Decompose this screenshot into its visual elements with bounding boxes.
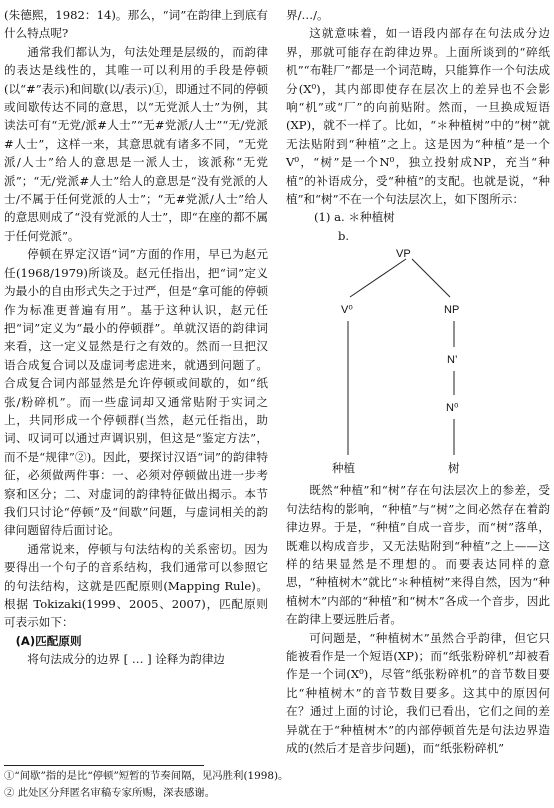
footnote-2: ② 此处区分拜匿名审稿专家所赐，深表感谢。	[4, 787, 216, 799]
left-paragraph-1: 通常我们都认为，句法处理是层级的，而韵律的表达是线性的，其唯一可以利用的手段是停顿(以“#”表示)和间歇(以/表示)①，即通过不同的停顿或间歇传达不同的意思，以“无党派人士”为例，其读法可有“无党/派#人士”“无#党派/人士”“无/党派#人士”，这样一来，其意思就有诸多不同，“无党派/人士”给人的意思是一派人士，该派称“无党派”；“无/党派#人士”给人的意思是“没有党派的人士/不属于任何党派的人士”；“无#党派/人士”给人的意思则成了“没有党派的人士”，即“在座的都不属于任何党派”。	[4, 44, 268, 243]
right-bottom-paragraph-0: 既然“种植”和“树”存在句法层次上的参差，受句法结构的影响，“种植”与“树”之间必然存在着韵律边界。于是，“种植”自成一音步，而“树”落单，既难以构成音步，又无法贴附到“种植”之上——这样的结果显然是不理想的。而要表达同样的意思，“种植树木”就比“＊种植树”来得自然，因为“种植树木”内部的“种植”和“树木”各成一个音步，因此在韵律上要远胜后者。	[286, 483, 550, 627]
branch-vp-np	[412, 259, 450, 297]
right-column-top	[286, 6, 550, 208]
syntax-tree	[286, 245, 550, 481]
node-nbar: N’	[447, 354, 458, 367]
branch-vp-v0	[350, 259, 406, 297]
footnote-1: ①“间歇”指的是比“停顿”短暂的节奏间隔，见冯胜利(1998)。	[4, 770, 289, 782]
leaf-zhongzhi: 种植	[332, 461, 355, 476]
right-column-bottom	[286, 481, 550, 757]
tree-branches	[286, 245, 550, 481]
footnotes	[4, 768, 544, 802]
right-top-paragraph-1: 这就意味着，如一语段内部存在句法成分边界，那就可能存在韵律边界。上面所谈到的“碎纸机”“布鞋厂”都是一个词范畴，只能算作一个句法成分(X⁰)，其内部即使存在层次上的差异也不会影响“机”或“厂”的向前贴附。然而，一旦换成短语(XP)，就不一样了。比如，“＊种植树”中的“树”就无法贴附到“种植”之上。这是因为“种植”是一个V⁰，“树”是一个N⁰，独立投射成NP，充当“种植”的补语成分，受“种植”的支配。也就是说，“种植”和“树”不在一个句法层次上，如下图所示：	[286, 26, 550, 207]
right-column	[286, 6, 550, 757]
node-n0: N⁰	[446, 402, 459, 415]
footnote-rule	[4, 765, 204, 766]
node-v0: V⁰	[341, 304, 353, 317]
left-paragraph-2: 停顿在界定汉语“词”方面的作用，早已为赵元任(1968/1979)所谈及。赵元任指出，把“词”定义为最小的自由形式失之于过严，但是“拿可能的停顿作为标准更普遍有用”。基于这种认识，赵元任把“词”定义为“最小的停顿群”。单就汉语的韵律词来看，这一定义显然是行之有效的。然而一旦把汉语合成复合词以及虚词考虑进来，就遇到问题了。合成复合词内部显然是允许停顿或间歇的，如“纸张/粉碎机”。而一些虚词却又通常贴附于实词之上，共同形成一个停顿群(当然，赵元任指出，助词、叹词可以通过声调识别，但这是“鉴定方法”，而不是“规律”②)。因此，要探讨汉语“词”的韵律特征，必须做两件事：一、必须对停顿做出进一步考察和区分；二、对虚词的韵律特征做出揭示。本节我们只讨论“停顿”及“间歇”问题，与虚词相关的韵律问题留待后面讨论。	[4, 247, 268, 538]
left-paragraph-3: 通常说来，停顿与句法结构的关系密切。因为要得出一个句子的音系结构，我们通常可以参照它的句法结构，这就是匹配原则(Mapping Rule)。根据 Tokizaki(1999、2005、2007)，匹配原则可表示如下：	[4, 541, 268, 630]
right-bottom-paragraph-1: 可问题是，“种植树木”虽然合乎韵律，但它只能被看作是一个短语(XP)；而“纸张粉碎机”却被看作是一个词(X⁰)，尽管“纸张粉碎机”的音节数目要比“种植树木”的音节数目要多。这其中的原因何在？通过上面的讨论，我们已看出，它们之间的差异就在于“种植树木”的内部停顿首先是句法边界造成的(然后才是音步问题)，而“纸张粉碎机”	[286, 630, 550, 755]
left-column	[4, 6, 268, 669]
leaf-shu: 树	[448, 461, 460, 476]
left-paragraph-5: 将句法成分的边界 [ … ] 诠释为韵律边	[27, 652, 225, 667]
right-top-paragraph-0: 界/…/。	[286, 8, 329, 22]
left-paragraph-0: (朱德熙，1982：14)。那么，“词”在韵律上到底有什么特点呢?	[4, 8, 268, 41]
example-1b: b.	[338, 228, 350, 243]
example-1a: (1) a. ＊种植树	[314, 210, 395, 225]
left-paragraph-4: (A)匹配原则	[15, 633, 82, 648]
node-np: NP	[444, 304, 460, 317]
node-vp: VP	[396, 248, 411, 261]
